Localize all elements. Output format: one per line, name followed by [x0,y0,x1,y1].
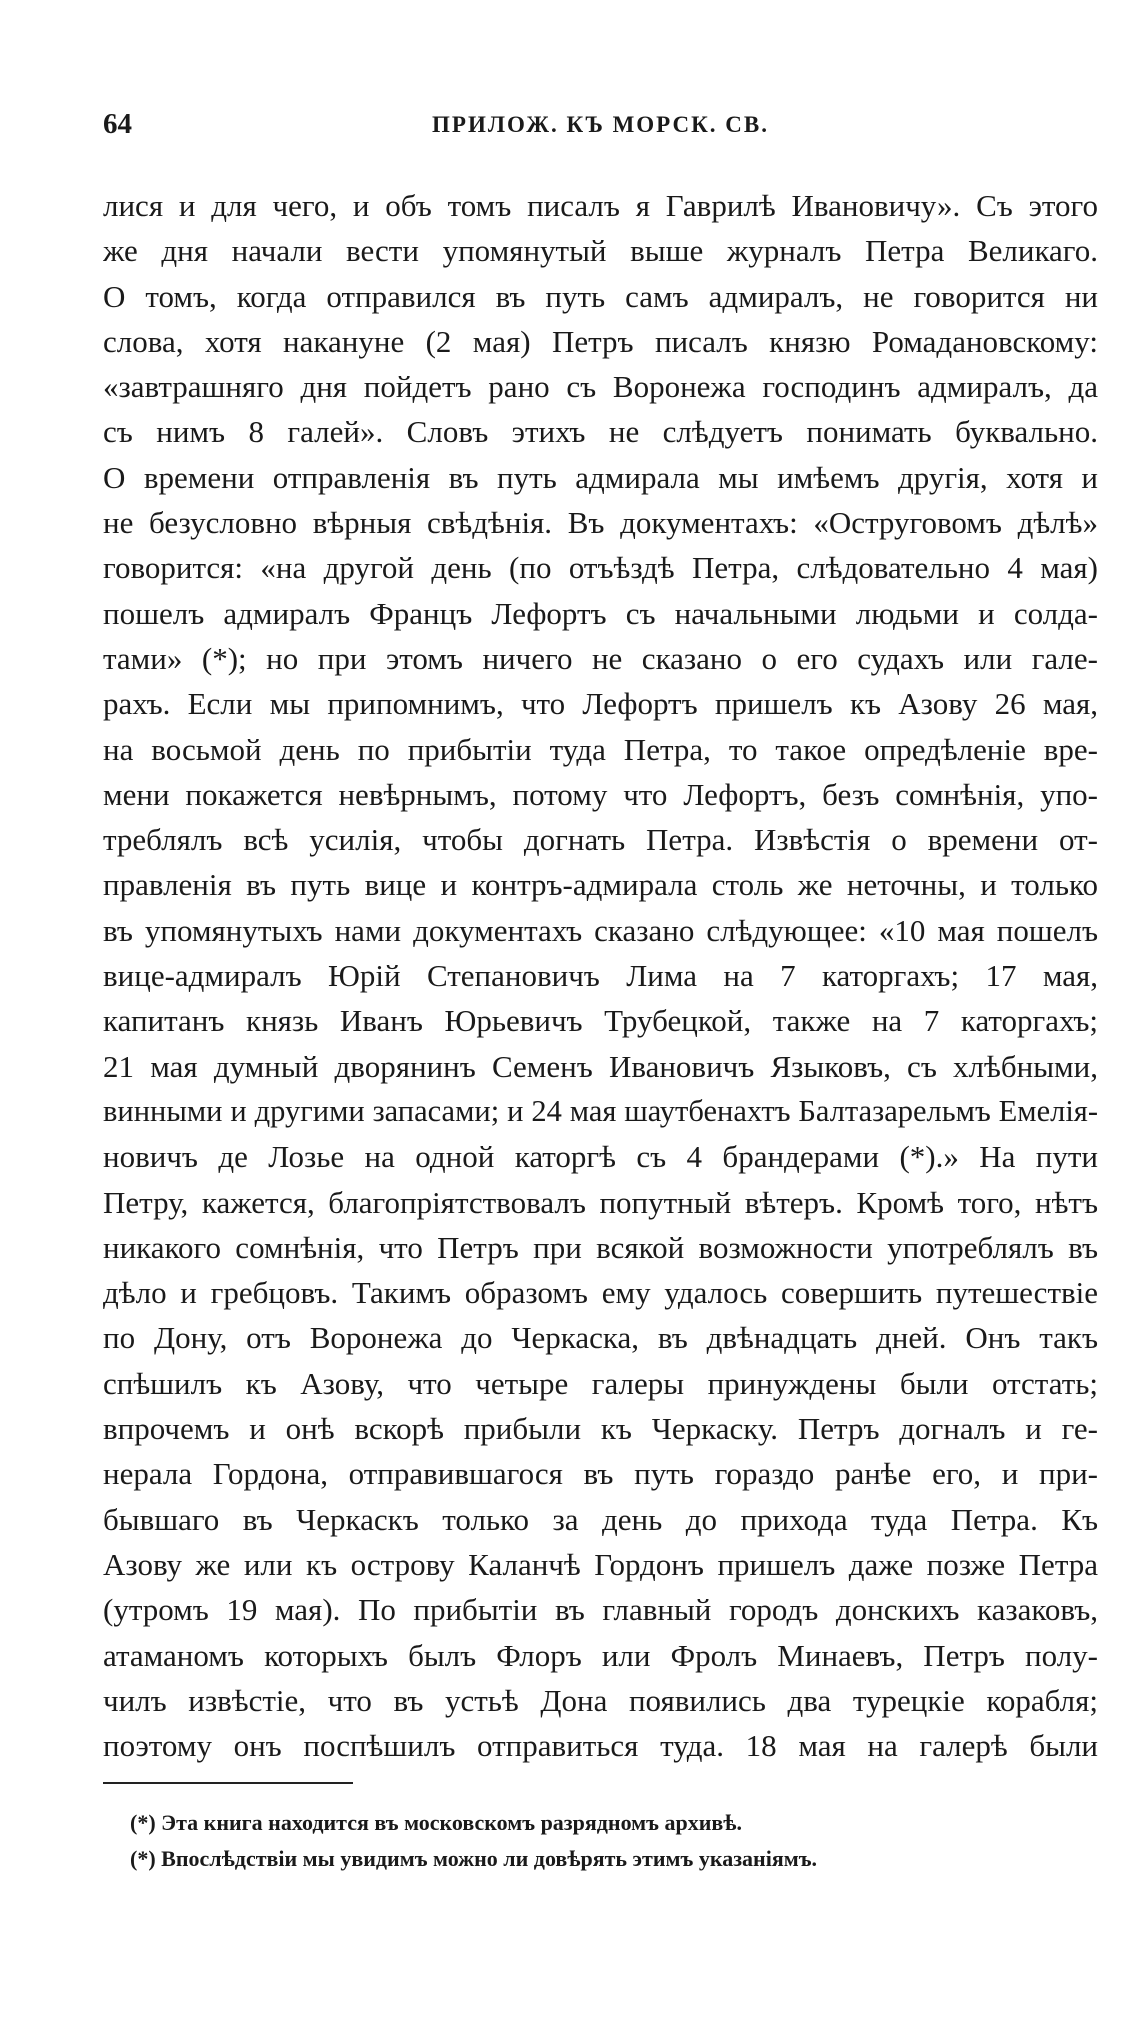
text-line: бывшаго въ Черкаскъ только за день до прихода туда Петра. Къ [103,1501,1098,1537]
text-line: рахъ. Если мы припомнимъ, что Лефортъ пришелъ къ Азову 26 мая, [103,686,1098,722]
text-line: чилъ извѣстіе, что въ устьѣ Дона появились два турецкіе корабля; [103,1682,1098,1718]
text-line: поэтому онъ поспѣшилъ отправиться туда. 18 мая на галерѣ были [103,1728,1098,1764]
text-line: лися и для чего, и объ томъ писалъ я Гаврилѣ Ивановичу». Съ этого [103,188,1098,223]
text-line: по Дону, отъ Воронежа до Черкаска, въ двѣнадцать дней. Онъ такъ [103,1320,1098,1356]
text-line: тами» (*); но при этомъ ничего не сказано о его судахъ или гале- [103,640,1098,676]
text-line: мени покажется невѣрнымъ, потому что Лефортъ, безъ сомнѣнія, упо- [103,776,1098,812]
text-line: на восьмой день по прибытіи туда Петра, то такое опредѣленіе вре- [103,731,1098,767]
text-line: говорится: «на другой день (по отъѣздѣ Петра, слѣдовательно 4 мая) [103,550,1098,586]
text-line: спѣшилъ къ Азову, что четыре галеры принуждены были отстать; [103,1365,1098,1401]
page-header [103,108,1098,148]
text-line: Азову же или къ острову Каланчѣ Гордонъ пришелъ даже позже Петра [103,1546,1098,1582]
text-line: же дня начали вести упомянутый выше журналъ Петра Великаго. [103,233,1098,269]
text-line: новичъ де Лозье на одной каторгѣ съ 4 брандерами (*).» На пути [103,1139,1098,1175]
text-line: треблялъ всѣ усилія, чтобы догнать Петра. Извѣстія о времени от- [103,822,1098,858]
text-line: слова, хотя накануне (2 мая) Петръ писалъ князю Ромадановскому: [103,323,1098,359]
text-line: правленія въ путь вице и контръ-адмирала столь же неточны, и только [103,867,1098,903]
text-line: нерала Гордона, отправившагося въ путь гораздо ранѣе его, и при- [103,1456,1098,1492]
text-line: винными и другими запасами; и 24 мая шаутбенахтъ Балтазарельмъ Емелія- [103,1093,1098,1128]
text-line: атаманомъ которыхъ былъ Флоръ или Фролъ Минаевъ, Петръ полу- [103,1637,1098,1673]
text-line: вице-адмиралъ Юрій Степановичъ Лима на 7 каторгахъ; 17 мая, [103,958,1098,994]
text-line: въ упомянутыхъ нами документахъ сказано слѣдующее: «10 мая пошелъ [103,912,1098,948]
footnote-divider [103,1782,353,1784]
text-line: никакого сомнѣнія, что Петръ при всякой возможности употреблялъ въ [103,1229,1098,1265]
text-line: не безусловно вѣрныя свѣдѣнія. Въ документахъ: «Оструговомъ дѣлѣ» [103,505,1098,541]
text-line: «завтрашняго дня пойдетъ рано съ Воронежа господинъ адмиралъ, да [103,369,1098,405]
text-line: О времени отправленія въ путь адмирала мы имѣемъ другія, хотя и [103,459,1098,495]
text-line: 21 мая думный дворянинъ Семенъ Ивановичъ Языковъ, съ хлѣбными, [103,1048,1098,1084]
text-line: дѣло и гребцовъ. Такимъ образомъ ему удалось совершить путешествіе [103,1275,1098,1311]
footnote: (*) Эта книга находится въ московскомъ разрядномъ архивѣ. [130,1810,742,1835]
text-line: Петру, кажется, благопріятствовалъ попутный вѣтеръ. Кромѣ того, нѣтъ [103,1184,1098,1220]
main-text [103,183,1098,1768]
footnotes [130,1805,1030,1877]
text-line: пошелъ адмиралъ Францъ Лефортъ съ начальными людьми и солда- [103,595,1098,631]
footnote: (*) Впослѣдствіи мы увидимъ можно ли довѣрять этимъ указаніямъ. [130,1846,818,1871]
text-line: впрочемъ и онѣ вскорѣ прибыли къ Черкаску. Петръ догналъ и ге- [103,1411,1098,1447]
text-line: О томъ, когда отправился въ путь самъ адмиралъ, не говорится ни [103,278,1098,314]
page-number: 64 [103,108,132,140]
running-title: ПРИЛОЖ. КЪ МОРСК. СВ. [432,112,769,137]
text-line: съ нимъ 8 галей». Словъ этихъ не слѣдуетъ понимать буквально. [103,414,1098,450]
text-line: капитанъ князь Иванъ Юрьевичъ Трубецкой, также на 7 каторгахъ; [103,1003,1098,1039]
text-line: (утромъ 19 мая). По прибытіи въ главный городъ донскихъ казаковъ, [103,1592,1098,1628]
